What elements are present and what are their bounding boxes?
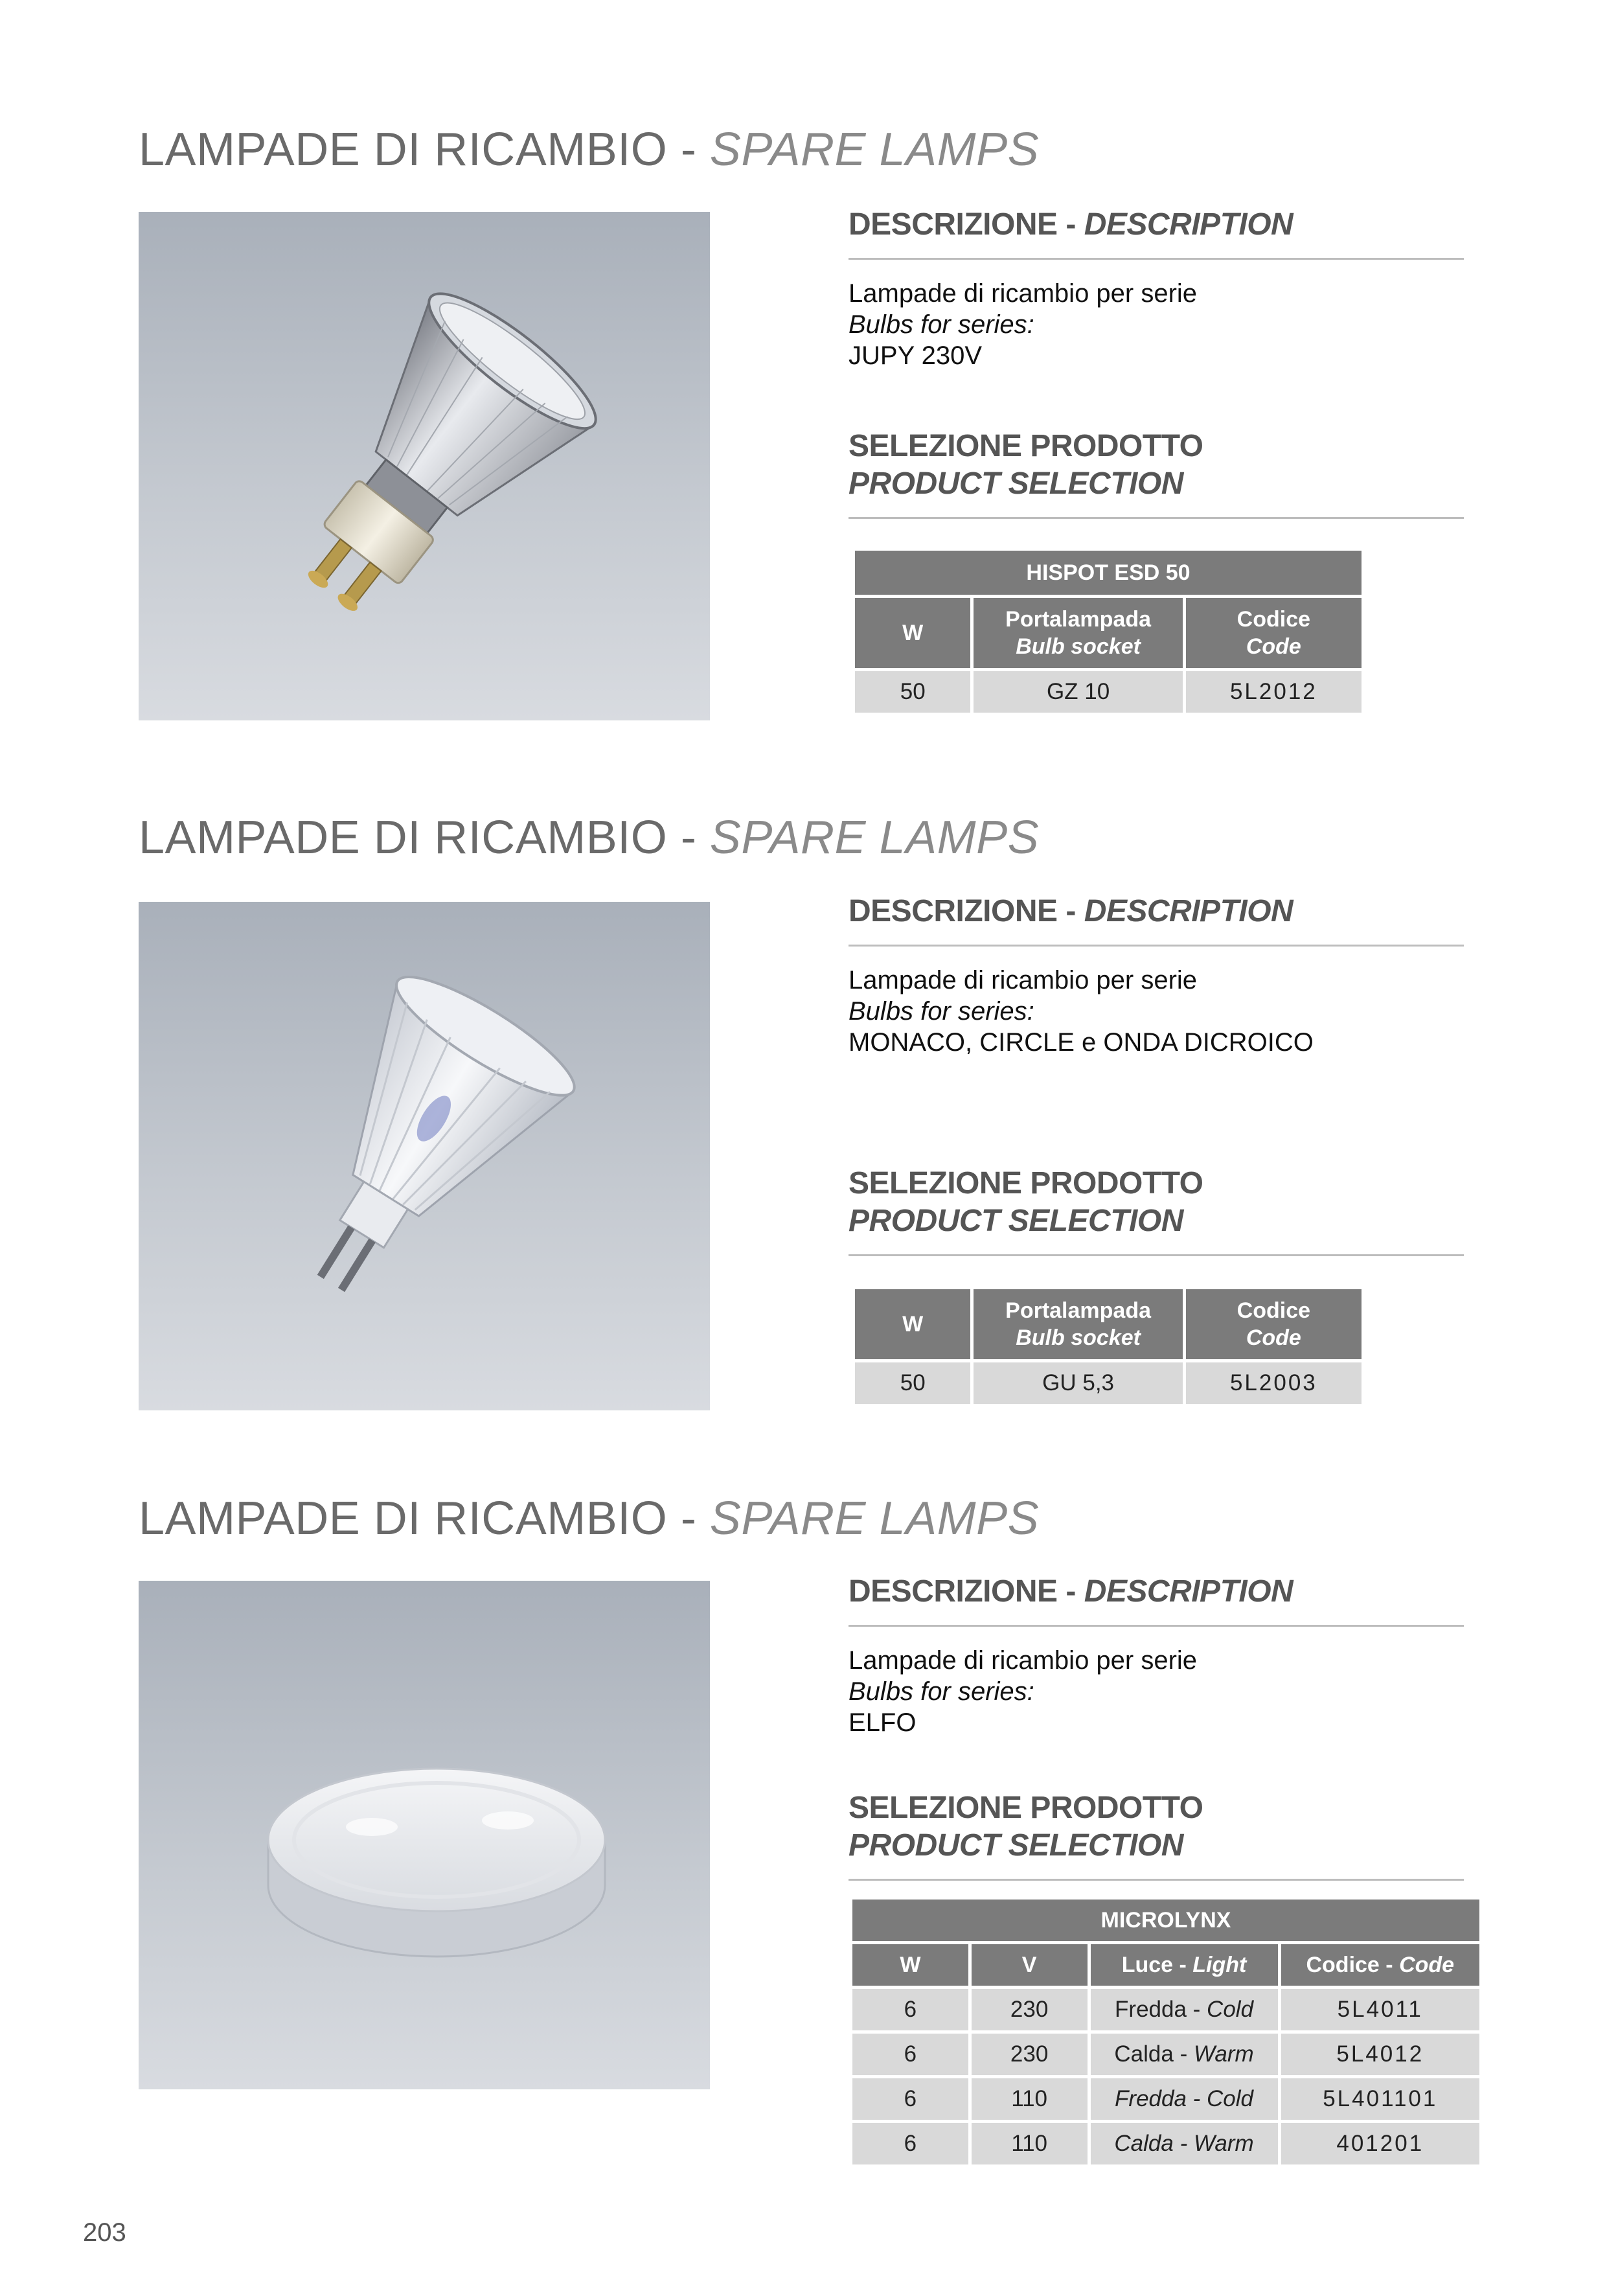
description-heading: DESCRIZIONE - DESCRIPTION — [849, 894, 1293, 928]
table-caption: MICROLYNX — [852, 1900, 1479, 1941]
divider — [849, 1625, 1464, 1627]
divider — [849, 945, 1464, 947]
section-title: LAMPADE DI RICAMBIO - SPARE LAMPS — [139, 1493, 1040, 1544]
gz10-bulb-illustration — [139, 212, 710, 720]
divider — [849, 258, 1464, 260]
divider — [849, 1254, 1464, 1256]
description-block — [849, 1573, 1464, 1738]
table-row: 6 110 Fredda - Cold 5L401101 — [852, 2078, 1479, 2120]
description-block — [849, 206, 1464, 371]
col-header-w: W — [855, 598, 970, 668]
table-row: 50 GZ 10 5L2012 — [855, 671, 1362, 713]
col-header-v: V — [972, 1944, 1088, 1986]
gx53-disc-illustration — [139, 1581, 710, 2089]
section-title: LAMPADE DI RICAMBIO - SPARE LAMPS — [139, 124, 1040, 176]
product-selection-heading: SELEZIONE PRODOTTO PRODUCT SELECTION — [849, 429, 1203, 501]
col-header-w: W — [852, 1944, 968, 1986]
series-name: MONACO, CIRCLE e ONDA DICROICO — [849, 1028, 1314, 1057]
col-header-code: Codice Code — [1186, 1289, 1362, 1359]
series-name: ELFO — [849, 1708, 917, 1737]
product-selection-block — [849, 1789, 1464, 1881]
product-selection-heading: SELEZIONE PRODOTTO PRODUCT SELECTION — [849, 1166, 1203, 1238]
col-header-code: Codice - Code — [1281, 1944, 1479, 1986]
page-number: 203 — [83, 2218, 126, 2247]
description-text: Lampade di ricambio per serie Bulbs for series: MONACO, CIRCLE e ONDA DICROICO — [849, 965, 1464, 1058]
product-table-hispot — [852, 547, 1365, 716]
divider — [849, 517, 1464, 519]
gu53-bulb-illustration — [139, 902, 710, 1410]
product-selection-heading: SELEZIONE PRODOTTO PRODUCT SELECTION — [849, 1791, 1203, 1863]
description-heading: DESCRIZIONE - DESCRIPTION — [849, 207, 1293, 242]
product-photo-gz10-halogen-bulb — [139, 212, 710, 720]
product-selection-block — [849, 428, 1464, 519]
product-table-gu53 — [852, 1286, 1365, 1407]
description-text: Lampade di ricambio per serie Bulbs for series: JUPY 230V — [849, 278, 1464, 371]
product-selection-block — [849, 1165, 1464, 1256]
col-header-socket: Portalampada Bulb socket — [974, 598, 1182, 668]
table-row: 6 230 Fredda - Cold 5L4011 — [852, 1989, 1479, 2030]
table-caption: HISPOT ESD 50 — [855, 551, 1362, 595]
product-photo-gu53-dichroic-bulb — [139, 902, 710, 1410]
col-header-w: W — [855, 1289, 970, 1359]
product-photo-gx53-led-disc — [139, 1581, 710, 2089]
description-text: Lampade di ricambio per serie Bulbs for series: ELFO — [849, 1645, 1464, 1738]
section-title: LAMPADE DI RICAMBIO - SPARE LAMPS — [139, 812, 1040, 864]
description-heading: DESCRIZIONE - DESCRIPTION — [849, 1574, 1293, 1609]
table-row: 50 GU 5,3 5L2003 — [855, 1362, 1362, 1404]
col-header-light: Luce - Light — [1091, 1944, 1278, 1986]
series-name: JUPY 230V — [849, 341, 983, 370]
product-table-microlynx — [849, 1896, 1483, 2168]
col-header-code: Codice Code — [1186, 598, 1362, 668]
table-row: 6 110 Calda - Warm 401201 — [852, 2123, 1479, 2164]
divider — [849, 1879, 1464, 1881]
table-row: 6 230 Calda - Warm 5L4012 — [852, 2034, 1479, 2075]
col-header-socket: Portalampada Bulb socket — [974, 1289, 1182, 1359]
description-block — [849, 893, 1464, 1058]
